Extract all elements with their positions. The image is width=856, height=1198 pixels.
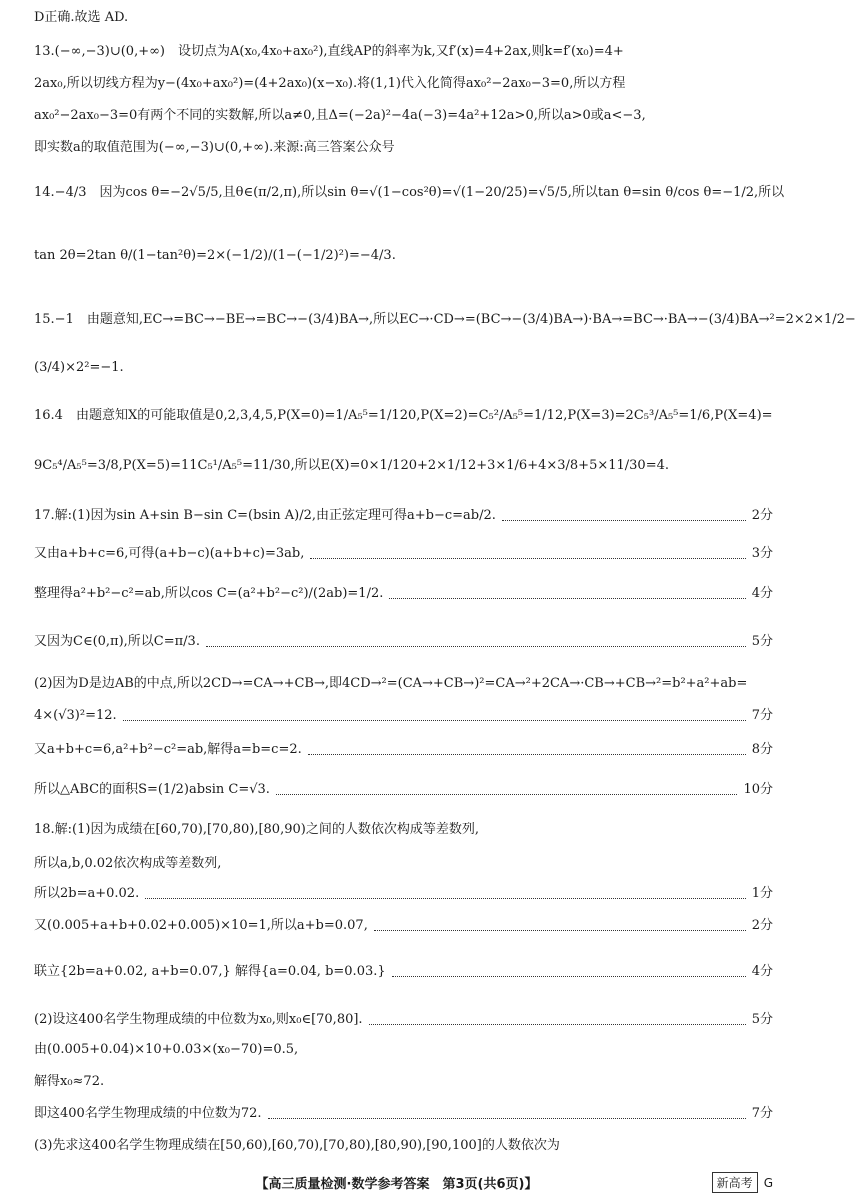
leader-dots [276, 786, 738, 795]
leader-dots [145, 890, 746, 899]
score-label: 4分 [751, 586, 773, 601]
leader-dots [206, 638, 746, 647]
line-14: 整理得a²+b²−c²=ab,所以cos C=(a²+b²−c²)/(2ab)=1/2. 4分 [34, 586, 773, 601]
line-24: 联立{2b=a+0.02, a+b=0.07,} 解得{a=0.04, b=0.03.} 4分 [34, 964, 773, 979]
line-16: (2)因为D是边AB的中点,所以2CD→=CA→+CB→,即4CD→²=(CA→+CB→)²=CA→²+2CA→·CB→+CB→²=b²+a²+ab= [34, 676, 748, 691]
score-label: 2分 [751, 508, 773, 523]
leader-dots [308, 746, 746, 755]
leader-dots [268, 1110, 746, 1119]
line-13: 又由a+b+c=6,可得(a+b−c)(a+b+c)=3ab, 3分 [34, 546, 773, 561]
edition-badge [712, 1172, 773, 1193]
line-9: (3/4)×2²=−1. [34, 360, 124, 375]
line-20: 18.解:(1)因为成绩在[60,70),[70,80),[80,90)之间的人数依次构成等差数列, [34, 822, 479, 837]
score-label: 5分 [751, 634, 773, 649]
line-22: 所以2b=a+0.02. 1分 [34, 886, 773, 901]
leader-dots [392, 968, 746, 977]
score-label: 1分 [751, 886, 773, 901]
line-4: ax₀²−2ax₀−3=0有两个不同的实数解,所以a≠0,且Δ=(−2a)²−4a(−3)=4a²+12a>0,所以a>0或a<−3, [34, 108, 646, 123]
leader-dots [374, 922, 746, 931]
line-12: 17.解:(1)因为sin A+sin B−sin C=(bsin A)/2,由正弦定理可得a+b−c=ab/2. 2分 [34, 508, 773, 523]
line-1: D正确.故选 AD. [34, 10, 129, 25]
line-17: 4×(√3)²=12. 7分 [34, 708, 773, 723]
line-11: 9C₅⁴/A₅⁵=3/8,P(X=5)=11C₅¹/A₅⁵=11/30,所以E(X)=0×1/120+2×1/12+3×1/6+4×3/8+5×11/30=4. [34, 458, 670, 473]
score-label: 4分 [751, 964, 773, 979]
line-23: 又(0.005+a+b+0.02+0.005)×10=1,所以a+b=0.07, 2分 [34, 918, 773, 933]
line-2: 13.(−∞,−3)∪(0,+∞) 设切点为A(x₀,4x₀+ax₀²),直线AP的斜率为k,又f′(x)=4+2ax,则k=f′(x₀)=4+ [34, 44, 624, 59]
leader-dots [310, 550, 745, 559]
score-label: 2分 [751, 918, 773, 933]
line-8: 15.−1 由题意知,EC→=BC→−BE→=BC→−(3/4)BA→,所以EC→·CD→=(BC→−(3/4)BA→)·BA→=BC→·BA→−(3/4)BA→²=2×2×1/2− [34, 312, 856, 327]
badge-label: 新高考 [712, 1172, 758, 1193]
line-3: 2ax₀,所以切线方程为y−(4x₀+ax₀²)=(4+2ax₀)(x−x₀).将(1,1)代入化简得ax₀²−2ax₀−3=0,所以方程 [34, 76, 626, 91]
leader-dots [502, 512, 746, 521]
score-label: 10分 [743, 782, 773, 797]
line-15: 又因为C∈(0,π),所以C=π/3. 5分 [34, 634, 773, 649]
score-label: 7分 [751, 708, 773, 723]
line-19: 所以△ABC的面积S=(1/2)absin C=√3. 10分 [34, 782, 773, 797]
leader-dots [369, 1016, 746, 1025]
leader-dots [123, 712, 746, 721]
score-label: 7分 [751, 1106, 773, 1121]
footer-title: 【高三质量检测·数学参考答案 第3页(共6页)】 [255, 1177, 538, 1192]
line-10: 16.4 由题意知X的可能取值是0,2,3,4,5,P(X=0)=1/A₅⁵=1/120,P(X=2)=C₅²/A₅⁵=1/12,P(X=3)=2C₅³/A₅⁵=1/6,P(X=4)= [34, 408, 773, 423]
score-label: 5分 [751, 1012, 773, 1027]
line-26: 由(0.005+0.04)×10+0.03×(x₀−70)=0.5, [34, 1042, 299, 1057]
line-27: 解得x₀≈72. [34, 1074, 105, 1089]
line-29: (3)先求这400名学生物理成绩在[50,60),[60,70),[70,80),[80,90),[90,100]的人数依次为 [34, 1138, 560, 1153]
line-7: tan 2θ=2tan θ/(1−tan²θ)=2×(−1/2)/(1−(−1/2)²)=−4/3. [34, 248, 396, 263]
line-18: 又a+b+c=6,a²+b²−c²=ab,解得a=b=c=2. 8分 [34, 742, 773, 757]
line-5: 即实数a的取值范围为(−∞,−3)∪(0,+∞).来源:高三答案公众号 [34, 140, 395, 155]
badge-letter: G [763, 1175, 773, 1190]
line-28: 即这400名学生物理成绩的中位数为72. 7分 [34, 1106, 773, 1121]
line-21: 所以a,b,0.02依次构成等差数列, [34, 856, 222, 871]
line-6: 14.−4/3 因为cos θ=−2√5/5,且θ∈(π/2,π),所以sin θ=√(1−cos²θ)=√(1−20/25)=√5/5,所以tan θ=sin θ/cos θ=−1/2,所以 [34, 185, 785, 200]
score-label: 8分 [751, 742, 773, 757]
page-footer [0, 1173, 793, 1192]
line-25: (2)设这400名学生物理成绩的中位数为x₀,则x₀∈[70,80]. 5分 [34, 1012, 773, 1027]
leader-dots [389, 590, 745, 599]
score-label: 3分 [751, 546, 773, 561]
